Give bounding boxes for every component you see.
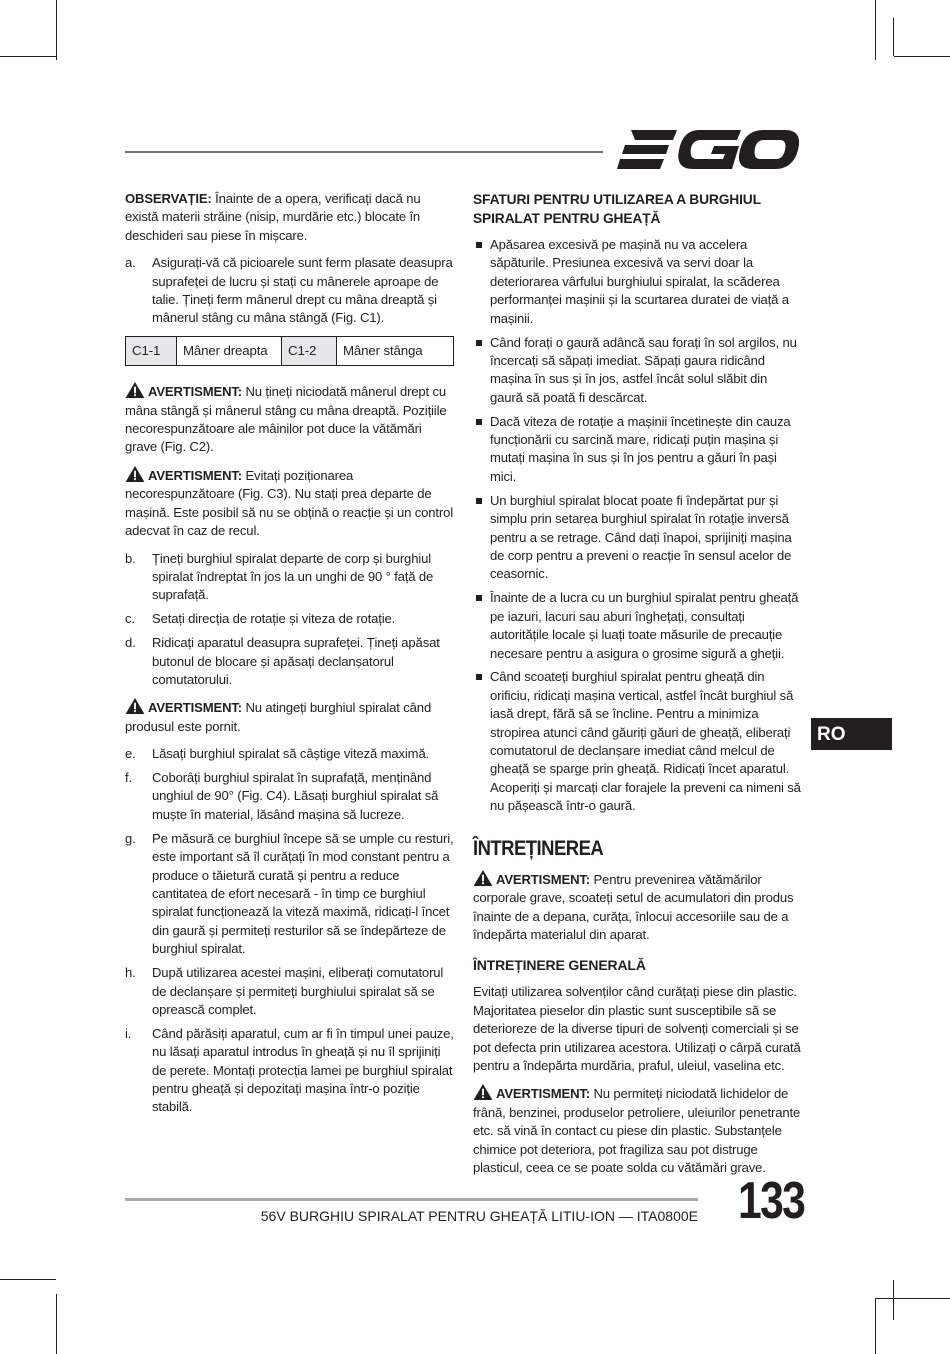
parts-table: [125, 336, 454, 366]
language-tab: RO: [811, 718, 892, 750]
warning-label: AVERTISMENT:: [148, 467, 242, 483]
step-text: Când părăsiți aparatul, cum ar fi în timpul unei pauze, nu lăsați aparatul introdus în gheață și nu îl sprijiniți de perete. Montați protecția lamei pe burghiul spiralat pentru gheață și depozitați mașina într-o poziție stabilă.: [152, 1025, 454, 1115]
tip-text: Când forați o gaură adâncă sau forați în sol argilos, nu încercați să săpați imediat. Săpați gaura ridicând mașina în sus și în jos, astfel încât solul slăbit din gaură să poată fi descărcat.: [490, 334, 797, 405]
table-row: [126, 336, 454, 365]
warning-icon: [125, 382, 145, 398]
warning-text: Nu atingeți burghiul spiralat când produsul este pornit.: [125, 700, 432, 734]
tip-item: [473, 589, 803, 663]
step-label: h.: [125, 965, 136, 981]
tip-item: [473, 413, 803, 487]
step-h: [125, 964, 455, 1019]
warning-paragraph: [125, 382, 455, 457]
right-column: [473, 190, 803, 1186]
crop-mark: [56, 0, 57, 60]
bullet-icon: [476, 595, 482, 601]
left-column: [125, 190, 455, 1122]
warning-label: AVERTISMENT:: [148, 700, 242, 716]
tip-item: [473, 492, 803, 584]
warning-icon: [125, 466, 145, 482]
step-a: [125, 254, 455, 328]
step-i: [125, 1025, 455, 1117]
warning-paragraph: [125, 466, 455, 541]
warning-label: AVERTISMENT:: [148, 384, 242, 400]
tip-text: Înainte de a lucra cu un burghiul spiralat pentru gheață pe iazuri, lacuri sau aburi înghețați, consultați autoritățile locale și luați toate măsurile de precauție necesare pentru a asigura o grosime sigură a gheții.: [490, 590, 799, 661]
crop-mark: [875, 0, 876, 60]
step-label: c.: [125, 611, 135, 627]
crop-mark: [893, 1280, 894, 1320]
step-text: Lăsați burghiul spiralat să câștige viteză maximă.: [152, 746, 430, 762]
crop-mark: [875, 1298, 950, 1299]
crop-mark: [894, 56, 950, 57]
warning-text: Nu permiteți niciodată lichidelor de frână, benzinei, produselor petroliere, uleiurilor penetrante etc. să vină în contact cu piese din plastic. Substanțele chimice pot deteriora, pot fragiliza sau pot distruge plasticul, ceea ce se poate solda cu vătămări grave.: [473, 1086, 801, 1175]
warning-icon: [473, 1084, 493, 1100]
warning-text: Pentru prevenirea vătămărilor corporale grave, scoateți setul de acumulatori din produs înainte de a depana, curăța, înlocui accesoriile sau de a îndepărta materialul din aparat.: [473, 871, 794, 942]
warning-icon: [473, 870, 493, 886]
step-g: [125, 830, 455, 959]
warning-paragraph: [125, 698, 455, 736]
warning-paragraph: [473, 870, 803, 945]
crop-mark: [0, 56, 56, 57]
bullet-icon: [476, 419, 482, 425]
step-label: e.: [125, 746, 136, 762]
step-label: i.: [125, 1025, 132, 1041]
step-text: Setați direcția de rotație și viteza de rotație.: [152, 611, 396, 627]
step-text: Asigurați-vă că picioarele sunt ferm plasate deasupra suprafeței de lucru și stați cu mânerele aproape de talie. Țineți ferm mânerul drept cu mâna dreaptă și mânerul stâng cu mâna stângă (Fig. C1).: [152, 255, 453, 326]
table-cell-name: Mâner stânga: [337, 336, 454, 365]
table-cell-name: Mâner dreapta: [177, 336, 282, 365]
step-f: [125, 769, 455, 824]
step-b: [125, 550, 455, 605]
step-text: Ridicați aparatul deasupra suprafeței. Țineți apăsat butonul de blocare și apăsați declanșatorul comutatorului.: [152, 635, 440, 687]
note-paragraph: [125, 190, 455, 245]
ego-logo: [617, 128, 799, 172]
bullet-icon: [476, 340, 482, 346]
footer-rule: [125, 1198, 698, 1201]
step-label: g.: [125, 830, 136, 846]
tip-item: [473, 236, 803, 328]
note-label: OBSERVAȚIE:: [125, 191, 212, 206]
note-text: Înainte de a opera, verificați dacă nu există materii străine (nisip, murdărie etc.) blocate în deschideri sau piese în mișcare.: [125, 191, 421, 243]
table-cell-code: C1-2: [282, 336, 337, 365]
bullet-icon: [476, 674, 482, 680]
tips-heading: SFATURI PENTRU UTILIZAREA A BURGHIUL SPIRALAT PENTRU GHEAȚĂ: [473, 192, 761, 226]
general-maintenance-text: Evitați utilizarea solvenților când curățați piese din plastic. Majoritatea pieselor din plastic sunt susceptibile să se deterioreze de la diverse tipuri de solvenți comerciali și se pot defecta prin utilizarea acestora. Utilizați o cârpă curată pentru a îndepărta murdăria, praful, uleiul, vaselina etc.: [473, 984, 801, 1073]
crop-mark: [56, 1294, 57, 1354]
page-number: 133: [738, 1172, 805, 1230]
tip-text: Când scoateți burghiul spiralat pentru gheață din orificiu, ridicați mașina vertical, astfel încât burghiul să iasă drept, fără să se încline. Pentru a minimiza stropirea atunci când găuriți găuri de gheață, eliberați comutatorul de declanșare imediat când melcul de gheață se sparge prin gheață. Ridicați încet aparatul. Acoperiți și marcați clar forajele la preveni ca nimeni să nu pășească într-o gaură.: [490, 669, 801, 814]
step-label: d.: [125, 635, 136, 651]
footer-title: 56V BURGHIU SPIRALAT PENTRU GHEAȚĂ LITIU-ION — ITA0800E: [260, 1208, 698, 1224]
step-text: Coborâți burghiul spiralat în suprafață, menținând unghiul de 90° (Fig. C4). Lăsați burghiul spiralat să muște în material, lăsând mașina să lucreze.: [152, 770, 439, 822]
table-cell-code: C1-1: [126, 336, 177, 365]
warning-text: Evitați poziționarea necorespunzătoare (Fig. C3). Nu stați prea departe de mașină. Este posibil să nu se obțină o reacție și un control adecvat în caz de recul.: [125, 467, 453, 539]
crop-mark: [893, 18, 894, 56]
step-label: b.: [125, 550, 136, 566]
step-text: Pe măsură ce burghiul începe să se umple cu resturi, este important să îl curățați în mod constant pentru a produce o tăietură curată și pentru a reduce cantitatea de efort necesară - în timp ce burghiul spiralat funcționează la viteză maximă, ridicați-l încet din gaură și permiteți resturilor să se îndepărteze de burghiul spiralat.: [152, 830, 454, 957]
tip-text: Apăsarea excesivă pe mașină nu va accelera săpăturile. Presiunea excesivă va servi doar la deteriorarea vârfului burghiului spiralat, la scăderea performanței mașinii și la scurtarea duratei de viață a mașinii.: [490, 237, 789, 326]
step-text: Țineți burghiul spiralat departe de corp și burghiul spiralat îndreptat în jos la un unghi de 90 ° față de suprafață.: [152, 550, 434, 603]
tip-item: [473, 334, 803, 408]
tip-item: [473, 668, 803, 815]
bullet-icon: [476, 242, 482, 248]
step-c: [125, 610, 455, 628]
warning-label: AVERTISMENT:: [496, 871, 590, 887]
warning-icon: [125, 698, 145, 714]
step-e: [125, 745, 455, 763]
crop-mark: [0, 1279, 56, 1280]
warning-text: Nu țineți niciodată mânerul drept cu mâna stângă și mânerul stâng cu mâna dreaptă. Pozițiile necorespunzătoare ale mâinilor pot duce la vătămări grave (Fig. C2).: [125, 384, 447, 455]
step-label: a.: [125, 255, 136, 271]
maintenance-heading: ÎNTREȚINEREA: [473, 836, 604, 860]
warning-paragraph: [473, 1084, 803, 1177]
step-label: f.: [125, 770, 132, 786]
warning-label: AVERTISMENT:: [496, 1086, 590, 1102]
step-d: [125, 634, 455, 689]
general-maintenance-heading: ÎNTREȚINERE GENERALĂ: [473, 957, 646, 974]
tip-text: Dacă viteza de rotație a mașinii încetinește din cauza funcționării cu sarcină mare, ridicați puțin mașina și mutați mașina în sus și în jos pentru a găuri în pași mici.: [490, 413, 791, 484]
header-rule: [125, 151, 603, 153]
bullet-icon: [476, 498, 482, 504]
crop-mark: [875, 1298, 876, 1354]
step-text: După utilizarea acestei mașini, eliberați comutatorul de declanșare și permiteți burghiului spiralat să se oprească complet.: [152, 965, 444, 1017]
tip-text: Un burghiul spiralat blocat poate fi îndepărtat pur și simplu prin setarea burghiul spiralat în rotație inversă pentru a se retrage. Când dați înapoi, sprijiniți mașina de corp pentru a preveni o reacție în sensul acelor de ceasornic.: [490, 492, 792, 582]
